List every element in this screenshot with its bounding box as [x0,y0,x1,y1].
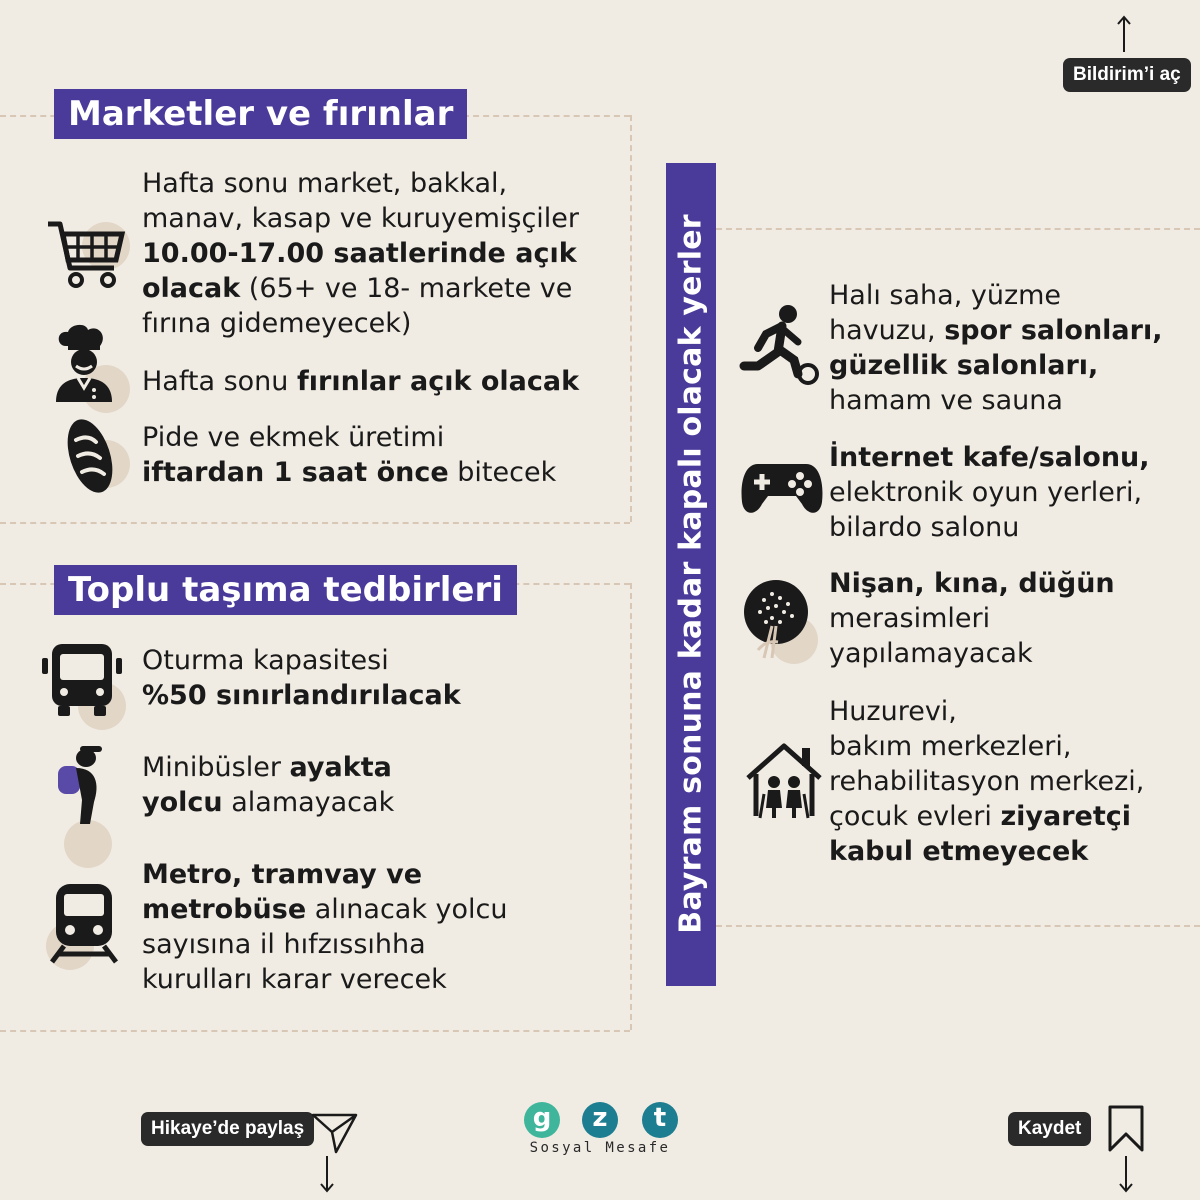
text-line [829,601,1115,636]
text-segment: hamam ve sauna [829,385,1063,416]
text-line [142,750,394,785]
bold-segment: güzellik salonları, [829,350,1099,381]
transport-item-2 [142,750,394,820]
bold-segment: metrobüse [142,894,307,925]
bold-segment: fırınlar açık olacak [297,366,580,397]
text-segment: bilardo salonu [829,512,1020,543]
text-line [142,306,579,341]
text-line [142,271,579,306]
markets-frame-right [630,115,632,522]
text-segment: rehabilitasyon merkezi, [829,766,1145,797]
arrow-up-icon [1114,14,1134,54]
bold-segment: Metro, tramvay ve [142,859,423,890]
bold-segment: 10.00-17.00 saatlerinde açık [142,238,577,269]
text-line [829,636,1115,671]
share-story-button[interactable]: Hikaye’de paylaş [141,1112,314,1146]
notify-button[interactable]: Bildirim’i aç [1063,58,1191,92]
text-segment: Oturma kapasitesi [142,645,389,676]
text-segment: Halı saha, yüzme [829,280,1062,311]
text-line [142,455,556,490]
text-line [142,201,579,236]
bold-segment: olacak [142,273,241,304]
text-line [142,364,579,399]
markets-item-1 [142,166,579,341]
text-line [142,420,556,455]
transport-item-1 [142,643,461,713]
text-segment: manav, kasap ve kuruyemişçiler [142,203,580,234]
closed-frame-bottom [716,925,1200,927]
nursing-home-icon [742,738,826,822]
markets-frame-bottom [0,522,630,524]
transport-frame-right [630,583,632,1030]
text-line [142,678,461,713]
transport-heading: Toplu taşıma tedbirleri [54,565,517,615]
text-segment: bakım merkezleri, [829,731,1072,762]
text-line [142,785,394,820]
bold-segment: iftardan 1 saat önce [142,457,449,488]
text-line [829,440,1150,475]
closed-places-banner [666,163,716,986]
text-segment: kurulları karar verecek [142,964,447,995]
bus-icon [40,636,124,720]
baker-icon [42,322,126,406]
arrow-down-icon [1116,1154,1136,1194]
text-line [142,857,508,892]
bold-segment: kabul etmeyecek [829,836,1089,867]
text-line [829,348,1162,383]
bold-segment: İnternet kafe/salonu, [829,442,1150,473]
shopping-cart-icon [44,214,128,298]
text-segment: havuzu, [829,315,945,346]
bookmark-icon[interactable] [1106,1104,1146,1154]
text-line [142,236,579,271]
text-segment: merasimleri [829,603,991,634]
closed-item-1 [829,278,1162,418]
text-line [142,643,461,678]
text-segment: fırına gidemeyecek) [142,308,412,339]
text-line [829,834,1144,869]
gzt-logo [520,1102,680,1162]
transport-item-3 [142,857,508,997]
text-segment: Hafta sonu [142,366,297,397]
text-segment: sayısına il hıfzıssıhha [142,929,426,960]
send-icon[interactable] [310,1110,360,1156]
bold-segment: ayakta [289,752,392,783]
logo-tagline: Sosyal Mesafe [529,1140,671,1156]
text-segment: yapılamayacak [829,638,1033,669]
markets-item-2 [142,364,579,399]
bold-segment: yolcu [142,787,223,818]
text-line [142,927,508,962]
text-segment: Huzurevi, [829,696,957,727]
save-button[interactable]: Kaydet [1008,1112,1091,1146]
text-segment: (65+ ve 18- markete ve [240,273,573,304]
text-line [829,313,1162,348]
text-line [142,892,508,927]
text-line [829,510,1150,545]
text-segment: alınacak yolcu [306,894,508,925]
text-segment: Minibüsler [142,752,290,783]
text-segment: bitecek [448,457,557,488]
closed-item-3 [829,566,1115,671]
markets-item-3 [142,420,556,490]
bold-segment: ziyaretçi [1000,801,1132,832]
standing-passenger-icon [40,740,124,824]
text-line [829,278,1162,313]
text-line [829,566,1115,601]
logo-letter-z: z [582,1102,618,1138]
arrow-down-icon [317,1154,337,1194]
closed-places-title: Bayram sonuna kadar kapalı olacak yerler [673,214,709,934]
text-segment: alamayacak [222,787,395,818]
text-line [142,166,579,201]
bold-segment: %50 sınırlandırılacak [142,680,461,711]
transport-frame-bottom [0,1030,630,1032]
markets-heading: Marketler ve fırınlar [54,89,467,139]
gamepad-icon [740,444,824,528]
text-line [829,383,1162,418]
bold-segment: spor salonları, [944,315,1163,346]
text-line [829,729,1144,764]
logo-letter-t: t [642,1102,678,1138]
text-line [829,694,1144,729]
text-line [829,475,1150,510]
text-segment: çocuk evleri [829,801,1001,832]
bread-icon [48,414,132,498]
train-icon [42,880,126,964]
closed-item-2 [829,440,1150,545]
text-line [142,962,508,997]
text-line [829,799,1144,834]
logo-letter-g: g [524,1102,560,1138]
closed-frame-top [716,228,1200,230]
bold-segment: Nişan, kına, düğün [829,568,1115,599]
wedding-bouquet-icon [738,578,822,662]
football-player-icon [738,302,822,386]
text-line [829,764,1144,799]
text-segment: Hafta sonu market, bakkal, [142,168,508,199]
closed-item-4 [829,694,1144,869]
text-segment: Pide ve ekmek üretimi [142,422,445,453]
text-segment: elektronik oyun yerleri, [829,477,1143,508]
